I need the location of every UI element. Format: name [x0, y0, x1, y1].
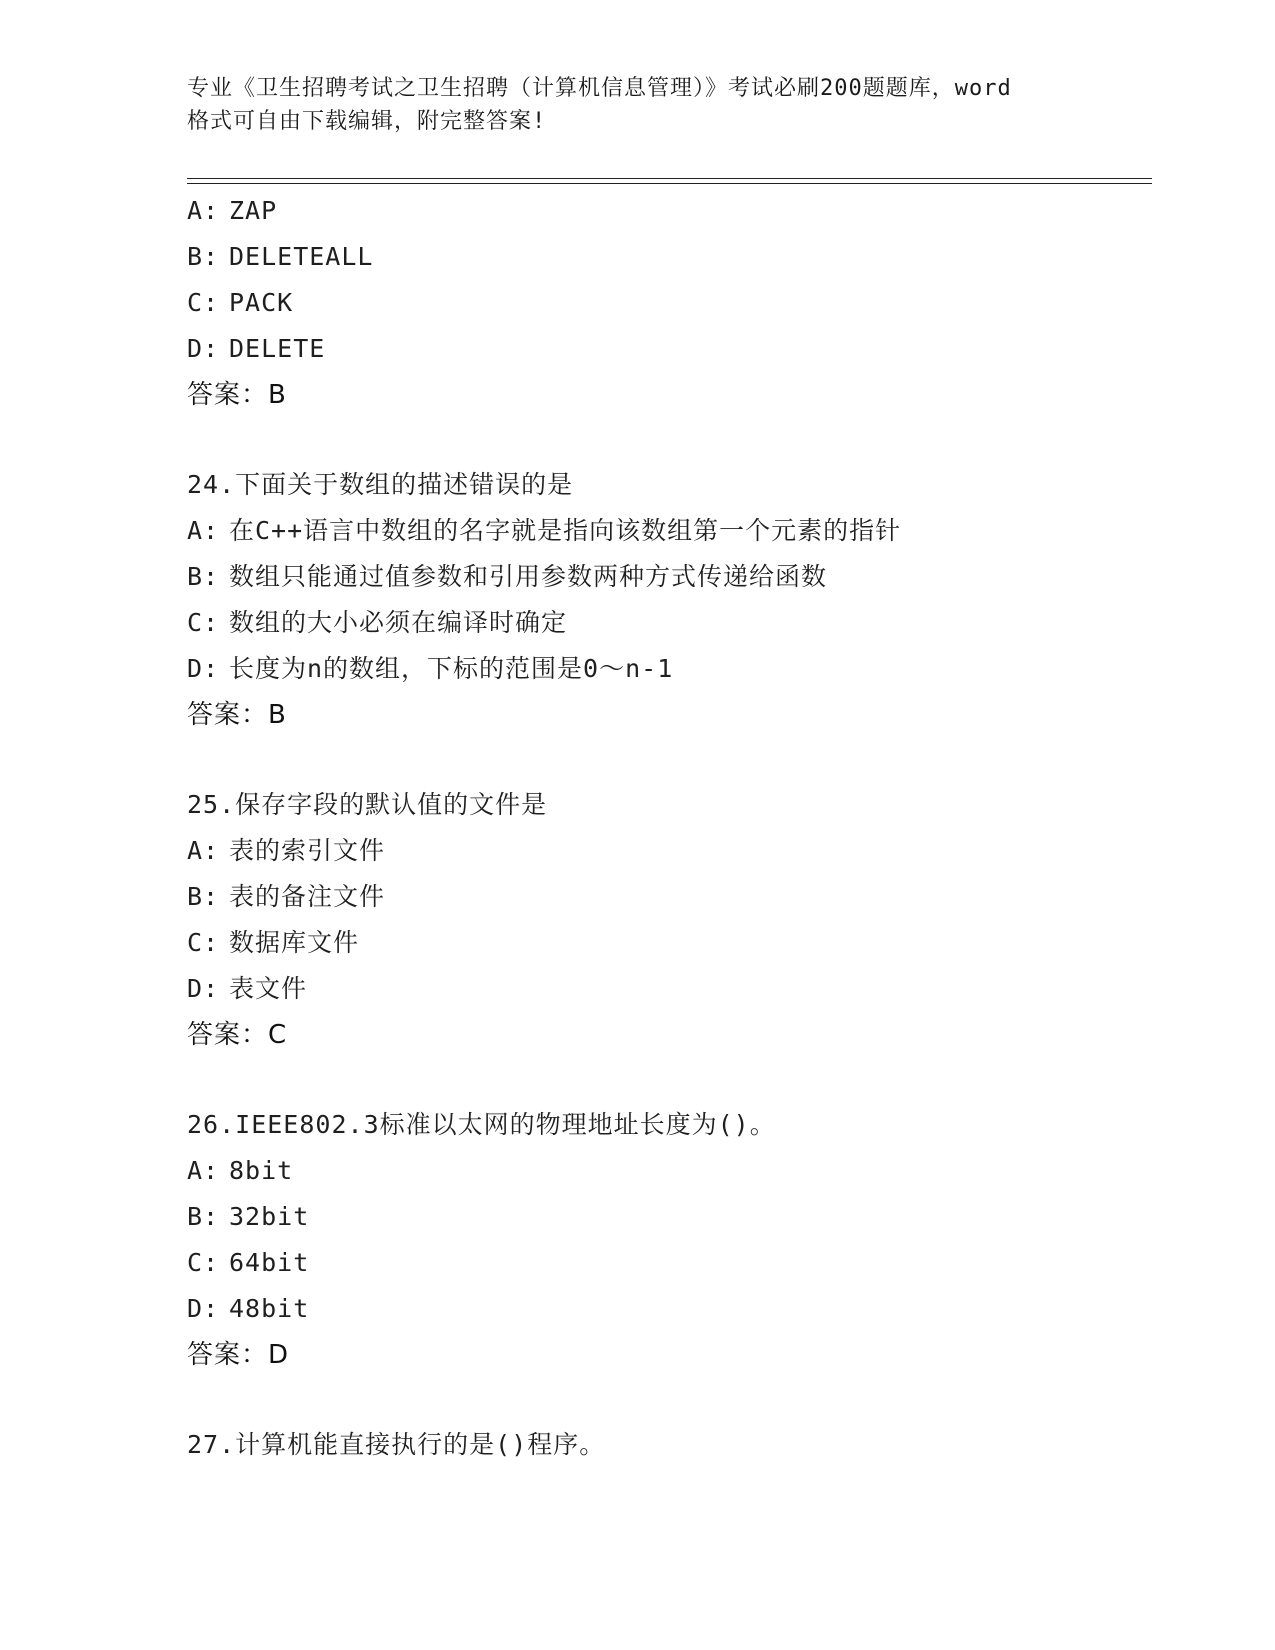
question-text: 25.保存字段的默认值的文件是 — [187, 790, 548, 819]
question-list — [187, 188, 1167, 1468]
option-b: B: 数组只能通过值参数和引用参数两种方式传递给函数 — [187, 562, 828, 591]
option-a: A: 8bit — [187, 1156, 294, 1185]
question-block — [187, 1102, 1167, 1378]
header-line-2: 格式可自由下载编辑，附完整答案! — [187, 109, 547, 134]
question-text: 24.下面关于数组的描述错误的是 — [187, 470, 574, 499]
option-d: D: 48bit — [187, 1294, 310, 1323]
option-d: D: 长度为n的数组，下标的范围是0～n-1 — [187, 654, 674, 683]
question-block — [187, 782, 1167, 1058]
answer-line: 答案：B — [187, 700, 287, 730]
question-block — [187, 462, 1167, 738]
option-b: B: 32bit — [187, 1202, 310, 1231]
option-a: A: 表的索引文件 — [187, 836, 386, 865]
option-c: C: 64bit — [187, 1248, 310, 1277]
option-a: A: ZAP — [187, 196, 278, 225]
answer-line: 答案：D — [187, 1340, 290, 1370]
option-b: B: 表的备注文件 — [187, 882, 386, 911]
option-a: A: 在C++语言中数组的名字就是指向该数组第一个元素的指针 — [187, 516, 902, 545]
document-header — [187, 72, 1087, 138]
option-c: C: PACK — [187, 288, 294, 317]
header-divider-top — [187, 178, 1152, 179]
answer-line: 答案：C — [187, 1020, 288, 1050]
question-text: 27.计算机能直接执行的是()程序。 — [187, 1430, 606, 1459]
option-d: D: 表文件 — [187, 974, 308, 1003]
option-d: D: DELETE — [187, 334, 326, 363]
question-block — [187, 1422, 1167, 1468]
option-c: C: 数据库文件 — [187, 928, 360, 957]
header-divider-bottom — [187, 183, 1152, 184]
header-line-1: 专业《卫生招聘考试之卫生招聘（计算机信息管理）》考试必刷200题题库，word — [187, 76, 1012, 101]
option-c: C: 数组的大小必须在编译时确定 — [187, 608, 568, 637]
option-b: B: DELETEALL — [187, 242, 374, 271]
answer-line: 答案：B — [187, 380, 287, 410]
question-block — [187, 188, 1167, 418]
question-text: 26.IEEE802.3标准以太网的物理地址长度为()。 — [187, 1110, 776, 1139]
